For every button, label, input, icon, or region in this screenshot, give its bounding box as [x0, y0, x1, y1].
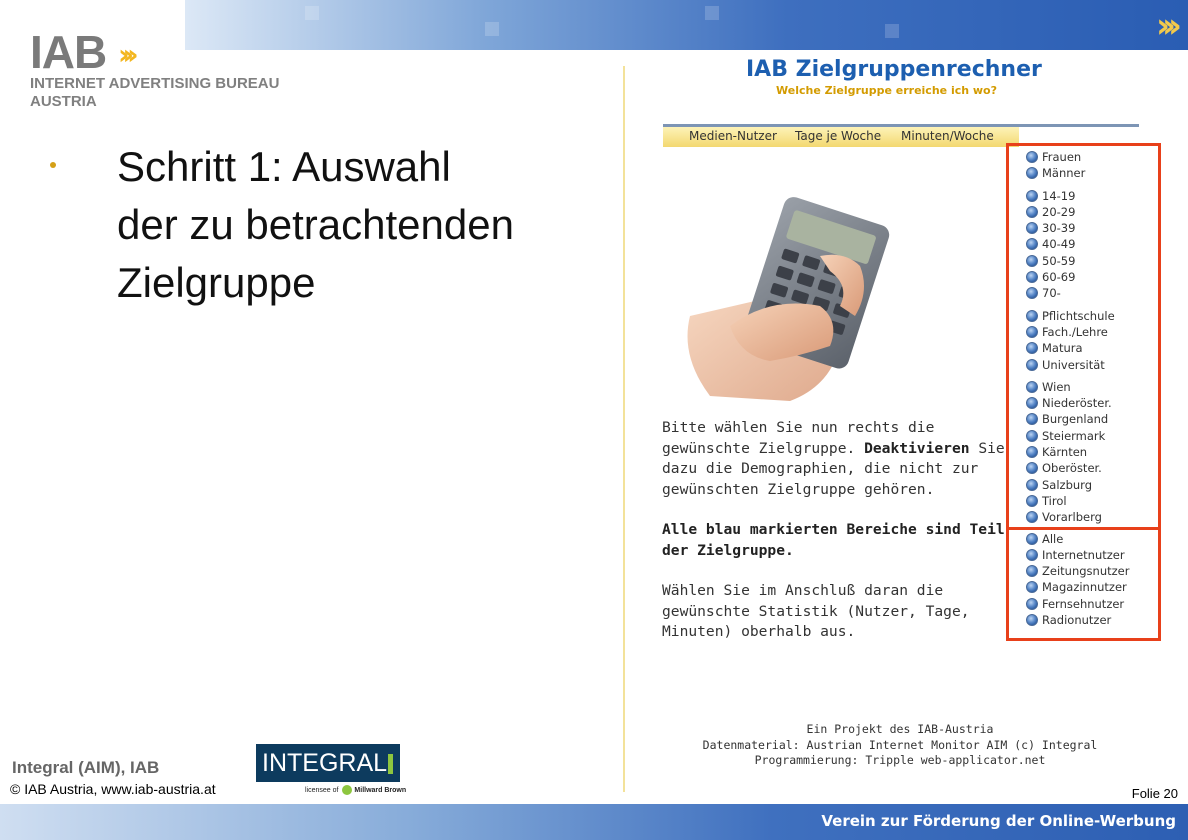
highlight-demographics-box: [1006, 143, 1161, 530]
instructions-p1-start: Bitte wählen Sie nun rechts die gewünschte Zielgruppe.: [662, 419, 935, 457]
tab-tage-je-woche[interactable]: Tage je Woche: [795, 129, 882, 143]
option-label: Alle: [1042, 531, 1064, 546]
option-label: Fach./Lehre: [1042, 324, 1108, 339]
option-label: 30-39: [1042, 221, 1076, 236]
option-label: Niederöster.: [1042, 396, 1112, 411]
option-label: 70-: [1042, 286, 1061, 301]
banner-square: [705, 6, 719, 20]
licensee-text: [305, 785, 406, 795]
millward-brown-icon: [342, 785, 352, 795]
app-title: IAB Zielgruppenrechner: [746, 57, 1042, 82]
option-label: Pflichtschule: [1042, 308, 1115, 323]
logo-line-2: AUSTRIA: [30, 93, 97, 110]
option-label: Matura: [1042, 341, 1083, 356]
tab-medien-nutzer[interactable]: Medien-Nutzer: [689, 129, 777, 143]
option-label: Universität: [1042, 357, 1105, 372]
credits-line-1: Ein Projekt des IAB-Austria: [806, 722, 994, 736]
logo-arrows-icon: ›››: [118, 38, 132, 71]
option-label: Internetnutzer: [1042, 547, 1125, 562]
banner-arrows-icon: ›››: [1155, 6, 1174, 46]
option-label: Burgenland: [1042, 412, 1109, 427]
page-number: Folie 20: [1131, 786, 1178, 801]
banner-tagline: Verein zur Förderung der Online-Werbung: [821, 812, 1176, 830]
instructions-p3: Wählen Sie im Anschluß daran die gewünschte Statistik (Nutzer, Tage, Minuten) oberhalb aus.: [662, 582, 970, 640]
calculator-hand-image: [670, 196, 900, 406]
top-banner: [185, 0, 1188, 50]
option-label: 20-29: [1042, 204, 1076, 219]
licensee-brand: Millward Brown: [354, 786, 407, 794]
banner-square: [885, 24, 899, 38]
licensee-prefix: licensee of: [305, 786, 339, 794]
option-label: Tirol: [1042, 493, 1067, 508]
option-label: Fernsehnutzer: [1042, 596, 1125, 611]
option-label: Wien: [1042, 379, 1071, 394]
option-label: Radionutzer: [1042, 613, 1112, 628]
app-credits: [690, 722, 1110, 769]
logo-line-1: INTERNET ADVERTISING BUREAU: [30, 75, 280, 92]
option-label: 40-49: [1042, 237, 1076, 252]
logo-wordmark: IAB: [30, 26, 107, 78]
credits-line-2: Datenmaterial: Austrian Internet Monitor AIM (c) Integral: [702, 737, 1098, 752]
option-label: 60-69: [1042, 270, 1076, 285]
option-label: 50-59: [1042, 253, 1076, 268]
option-label: Oberöster.: [1042, 461, 1102, 476]
instructions-text: [662, 418, 1022, 663]
option-label: Magazinnutzer: [1042, 580, 1127, 595]
option-label: Zeitungsnutzer: [1042, 564, 1130, 579]
option-label: Steiermark: [1042, 428, 1106, 443]
source-label: Integral (AIM), IAB: [12, 758, 160, 777]
copyright-text: © IAB Austria, www.iab-austria.at: [10, 781, 216, 797]
screenshot-divider: [623, 66, 625, 792]
bottom-banner: [0, 804, 1188, 840]
option-label: 14-19: [1042, 188, 1076, 203]
integral-logo-mark-icon: [388, 754, 393, 774]
option-label: Salzburg: [1042, 477, 1092, 492]
highlight-media-box: [1006, 527, 1161, 641]
banner-square: [485, 22, 499, 36]
tab-minuten-woche[interactable]: Minuten/Woche: [901, 129, 994, 143]
bullet-icon: [50, 162, 56, 168]
instructions-p1-end: Sie dazu die Demographien, die nicht zur gewünschten Zielgruppe gehören.: [662, 439, 1005, 498]
option-label: Kärnten: [1042, 445, 1088, 460]
option-label: Männer: [1042, 166, 1086, 181]
option-label: Frauen: [1042, 150, 1082, 164]
instructions-p1-bold: Deaktivieren: [864, 439, 970, 457]
instructions-p2: Alle blau markierten Bereiche sind Teil der Zielgruppe.: [662, 521, 1005, 559]
credits-line-3: Programmierung: Tripple web-applicator.net: [754, 753, 1046, 767]
banner-square: [305, 6, 319, 20]
slide-bullet-text: Schritt 1: Auswahl der zu betrachtenden Zielgruppe: [117, 143, 514, 306]
instructions-p1: [662, 418, 1022, 500]
integral-logo: INTEGRAL: [256, 744, 400, 782]
iab-logo: [30, 26, 280, 110]
app-subtitle: Welche Zielgruppe erreiche ich wo?: [776, 84, 997, 97]
option-label: Vorarlberg: [1042, 510, 1102, 525]
